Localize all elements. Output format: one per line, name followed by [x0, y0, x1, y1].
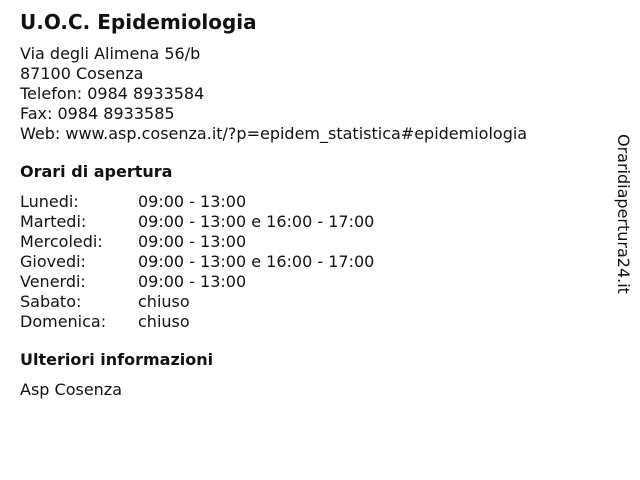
- site-watermark: [612, 134, 636, 310]
- hours-row-sunday: [20, 312, 600, 332]
- day-label: Domenica:: [20, 312, 107, 331]
- day-label: Venerdi:: [20, 272, 86, 291]
- hours-row-saturday: [20, 292, 600, 312]
- hours-row-thursday: [20, 252, 600, 272]
- hours-row-wednesday: [20, 232, 600, 252]
- more-info-text: Asp Cosenza: [20, 380, 123, 399]
- hours-row-monday: [20, 192, 600, 212]
- day-label: Mercoledi:: [20, 232, 103, 251]
- phone-number: Telefon: 0984 8933584: [20, 84, 205, 103]
- hours-value: 09:00 - 13:00 e 16:00 - 17:00: [138, 252, 375, 271]
- office-title: U.O.C. Epidemiologia: [20, 10, 257, 34]
- hours-value: chiuso: [138, 312, 190, 331]
- hours-value: chiuso: [138, 292, 190, 311]
- hours-row-friday: [20, 272, 600, 292]
- hours-value: 09:00 - 13:00: [138, 272, 247, 291]
- opening-hours-heading: Orari di apertura: [20, 162, 173, 181]
- day-label: Giovedi:: [20, 252, 86, 271]
- fax-number: Fax: 0984 8933585: [20, 104, 175, 123]
- hours-value: 09:00 - 13:00 e 16:00 - 17:00: [138, 212, 375, 231]
- day-label: Martedi:: [20, 212, 87, 231]
- opening-hours-table: [20, 192, 600, 332]
- day-label: Lunedi:: [20, 192, 79, 211]
- hours-value: 09:00 - 13:00: [138, 192, 247, 211]
- office-card: [20, 9, 600, 400]
- hours-row-tuesday: [20, 212, 600, 232]
- day-label: Sabato:: [20, 292, 82, 311]
- website-link: Web: www.asp.cosenza.it/?p=epidem_statistica#epidemiologia: [20, 124, 528, 143]
- watermark-text: Oraridiapertura24.it: [614, 134, 633, 294]
- city-address: 87100 Cosenza: [20, 64, 144, 83]
- hours-value: 09:00 - 13:00: [138, 232, 247, 251]
- street-address: Via degli Alimena 56/b: [20, 44, 201, 63]
- more-info-heading: Ulteriori informazioni: [20, 350, 214, 369]
